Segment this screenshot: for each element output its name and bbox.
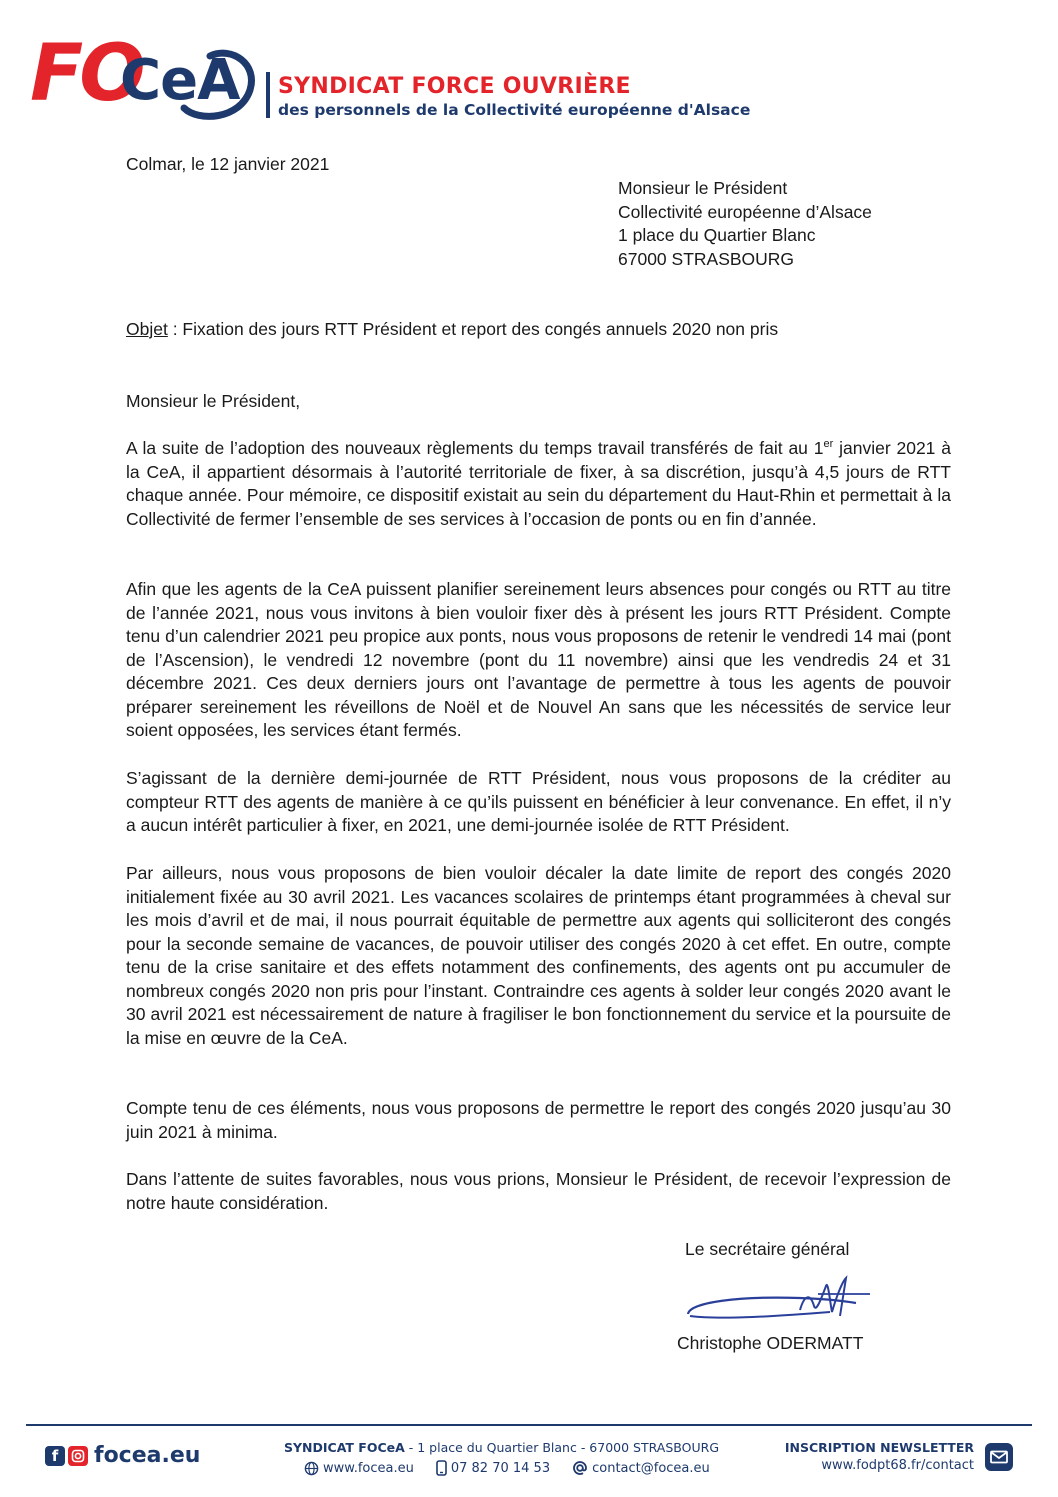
email-text: contact@focea.eu (592, 1460, 710, 1476)
globe-icon (304, 1461, 319, 1476)
recipient-line: 1 place du Quartier Blanc (618, 225, 816, 245)
footer-divider (26, 1424, 1032, 1426)
footer-site-logo: focea.eu (94, 1443, 201, 1468)
signatory-name: Christophe ODERMATT (677, 1333, 864, 1353)
paragraph-2: Afin que les agents de la CeA puissent planifier sereinement leurs absences pour congés ou RTT au titre de l’année 2021, nous vous invitons à bien vouloir fixer dès à présent les jours RTT Président. Compte tenu d’un calendrier 2021 peu propice aux ponts, nous vous proposons de retenir le vendredi 14 mai (pont de l’Ascension), le vendredi 12 novembre (pont du 11 novembre) ainsi que les vendredis 24 et 31 décembre 2021. Ces deux derniers jours ont l’avantage de permettre à tous les agents de pouvoir préparer sereinement les réveillons de Noël et de Nouvel An sans que les nécessités de service leur soient opposées, les services étant fermés. (126, 579, 951, 740)
website-text: www.focea.eu (323, 1460, 414, 1476)
at-icon (572, 1460, 588, 1476)
phone-icon (436, 1460, 447, 1476)
logo-swoosh-icon (170, 40, 260, 122)
recipient-address (618, 177, 872, 271)
place-date: Colmar, le 12 janvier 2021 (126, 154, 330, 174)
logo-fo-text: FO (30, 29, 142, 119)
footer-newsletter[interactable] (785, 1440, 974, 1473)
recipient-line: Monsieur le Président (618, 178, 788, 198)
footer-org-name: SYNDICAT FOCeA (284, 1440, 405, 1455)
logo-cea-text: CeA (120, 48, 240, 113)
paragraph-3: S’agissant de la dernière demi-journée de RTT Président, nous vous proposons de la créditer au compteur RTT des agents de manière à ce qu’ils puissent en bénéficier à leur convenance. En effet, il n’y a aucun intérêt particulier à fixer, en 2021, une demi-journée isolée de RTT Président. (126, 768, 951, 835)
footer-contact (284, 1440, 719, 1476)
foc-logo (30, 29, 255, 122)
recipient-line: 67000 STRASBOURG (618, 248, 795, 269)
newsletter-title: INSCRIPTION NEWSLETTER (784, 1440, 974, 1455)
recipient-line: Collectivité européenne d’Alsace (618, 201, 872, 222)
subject-line (126, 318, 778, 342)
footer-phone[interactable] (436, 1460, 550, 1476)
phone-text: 07 82 70 14 53 (450, 1460, 551, 1476)
paragraph-1 (126, 437, 951, 531)
paragraph-1-part-a: A la suite de l’adoption des nouveaux règlements du temps travail transférés de fait au 1 (126, 438, 824, 458)
facebook-icon[interactable]: f (45, 1446, 65, 1466)
footer-org-line (284, 1440, 719, 1455)
paragraph-4: Par ailleurs, nous vous proposons de bien vouloir décaler la date limite de report des congés 2020 initialement fixée au 30 avril 2021. Les vacances scolaires de printemps étant programmées à cheval sur les mois d’avril et de mai, il nous pourrait équitable de permettre aux agents qui solliciteront des congés pour la seconde semaine de vacances, de pouvoir utiliser des congés 2020 à cet effet. En outre, compte tenu de la crise sanitaire et des effets notamment des confinements, des agents ont pu accumuler de nombreux congés 2020 non pris pour l’instant. Contraindre ces agents à solder leur congés 2020 avant le 30 avril 2021 est nécessairement de nature à fragiliser le bon fonctionnement du service et la poursuite de la mise en œuvre de la CeA. (126, 863, 951, 1048)
paragraph-6: Dans l’attente de suites favorables, nous vous prions, Monsieur le Président, de recevoir l’expression de notre haute considération. (126, 1169, 951, 1213)
handwritten-signature (680, 1272, 880, 1332)
subject-text: : Fixation des jours RTT Président et report des congés annuels 2020 non pris (167, 319, 779, 339)
social-links (45, 1443, 200, 1468)
paragraph-1-part-b: janvier 2021 à la CeA, il appartient désormais à l’autorité territoriale de fixer, à sa discrétion, jusqu’à 4,5 jours de RTT chaque année. Pour mémoire, ce dispositif existait au sein du département du Haut-Rhin et permettait à la Collectivité de fermer l’ensemble de ses services à l’occasion de ponts ou en fin d’année. (126, 438, 951, 529)
letterhead-divider (266, 72, 270, 118)
superscript-er: er (823, 438, 834, 450)
newsletter-url: www.fodpt68.fr/contact (821, 1458, 974, 1473)
footer-email[interactable] (572, 1460, 710, 1476)
mail-icon[interactable] (985, 1443, 1013, 1471)
instagram-icon[interactable] (68, 1446, 88, 1466)
letterhead-title: SYNDICAT FORCE OUVRIÈRE (278, 74, 631, 99)
signatory-title: Le secrétaire général (685, 1239, 850, 1259)
footer-website[interactable] (304, 1461, 414, 1476)
subject-label: Objet (126, 319, 168, 339)
footer-org-address: - 1 place du Quartier Blanc - 67000 STRASBOURG (404, 1440, 719, 1455)
paragraph-5: Compte tenu de ces éléments, nous vous proposons de permettre le report des congés 2020 jusqu’au 30 juin 2021 à minima. (126, 1098, 951, 1142)
salutation: Monsieur le Président, (126, 391, 301, 411)
letterhead-subtitle: des personnels de la Collectivité européenne d'Alsace (278, 101, 751, 119)
